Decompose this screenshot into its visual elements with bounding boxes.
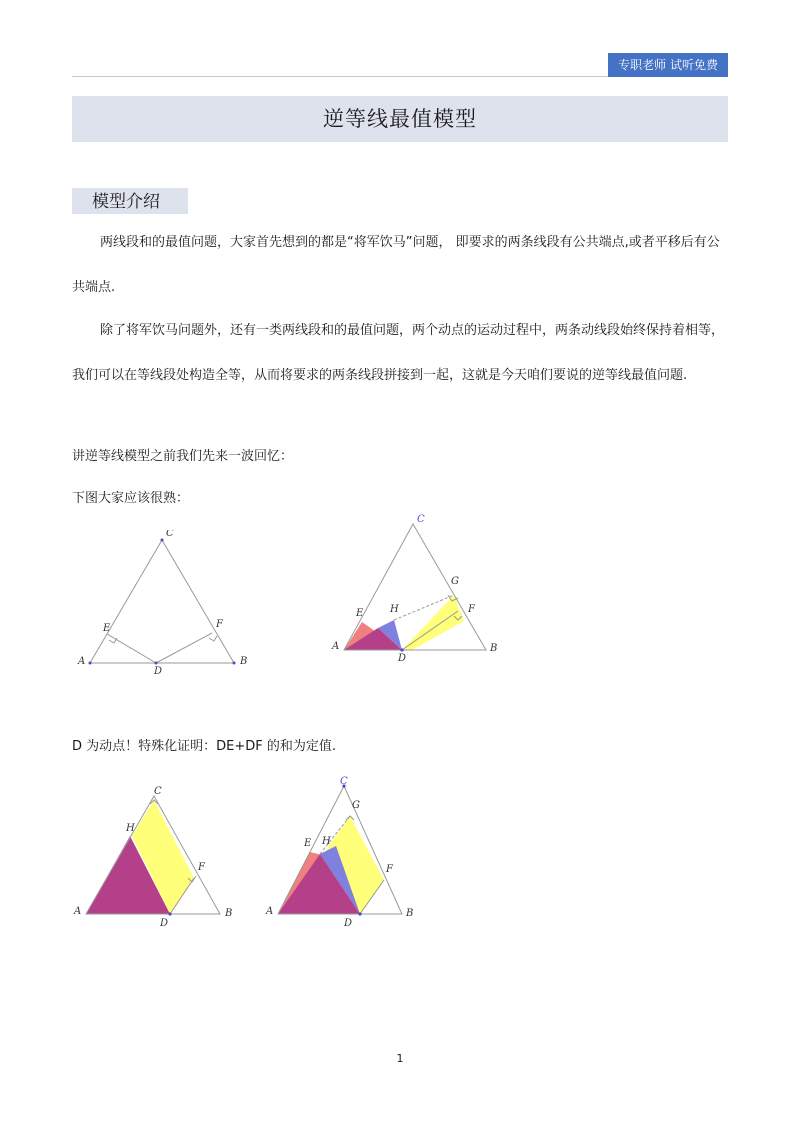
figure-4	[264, 776, 424, 931]
triangle-abc	[90, 540, 234, 663]
label-b: B	[240, 656, 248, 667]
label-e: E	[356, 608, 364, 619]
label-e: E	[103, 623, 111, 634]
page-title: 逆等线最值模型	[72, 96, 728, 142]
label-g: G	[352, 800, 360, 811]
label-d: D	[344, 918, 353, 929]
segment-de	[107, 634, 156, 663]
segment-df	[156, 633, 212, 663]
label-e: E	[304, 838, 312, 849]
label-h: H	[126, 823, 135, 834]
point-b	[233, 662, 236, 665]
label-a: A	[74, 906, 82, 917]
familiar-line: 下图大家应该很熟：	[72, 491, 190, 506]
label-a: A	[332, 641, 340, 652]
label-d: D	[398, 653, 407, 664]
label-b: B	[490, 643, 498, 654]
label-c: C	[166, 530, 174, 539]
right-angle-f	[209, 636, 217, 641]
label-c: C	[417, 514, 425, 525]
paragraph-1: 两线段和的最值问题，大家首先想到的都是“将军饮马”问题， 即要求的两条线段有公共端点,或者平移后有公共端点.	[72, 235, 720, 295]
figure-3	[72, 778, 252, 928]
figure-1	[72, 530, 262, 680]
section-heading: 模型介绍	[72, 188, 188, 214]
label-f: F	[198, 862, 205, 873]
point-c	[161, 539, 164, 542]
point-d	[168, 912, 171, 915]
label-f: F	[468, 604, 475, 615]
point-d	[400, 648, 403, 651]
page-number: 1	[396, 1052, 404, 1065]
label-a: A	[266, 906, 274, 917]
label-f: F	[386, 864, 393, 875]
point-a	[89, 662, 92, 665]
segment-df	[402, 611, 458, 650]
label-b: B	[225, 908, 233, 919]
label-c: C	[340, 776, 348, 787]
label-d: D	[160, 918, 169, 928]
label-f: F	[216, 619, 223, 630]
point-d	[155, 662, 158, 665]
special-proof-line: D 为动点！特殊化证明：DE+DF 的和为定值.	[72, 739, 337, 754]
label-h: H	[390, 604, 399, 615]
promo-badge[interactable]: 专职老师 试听免费	[608, 53, 728, 77]
label-b: B	[406, 908, 414, 919]
label-a: A	[78, 656, 86, 667]
label-c: C	[154, 786, 162, 797]
label-g: G	[451, 576, 459, 587]
recall-line: 讲逆等线模型之前我们先来一波回忆：	[72, 449, 294, 464]
label-d: D	[154, 666, 163, 677]
paragraph-2: 除了将军饮马问题外，还有一类两线段和的最值问题，两个动点的运动过程中，两条动线段始终保持着相等，我们可以在等线段处构造全等，从而将要求的两条线段拼接到一起，这就是今天咱们要说的逆等线最值问题.	[72, 323, 725, 383]
point-d	[358, 912, 361, 915]
figure-2	[328, 508, 508, 668]
label-h: H	[322, 836, 331, 847]
